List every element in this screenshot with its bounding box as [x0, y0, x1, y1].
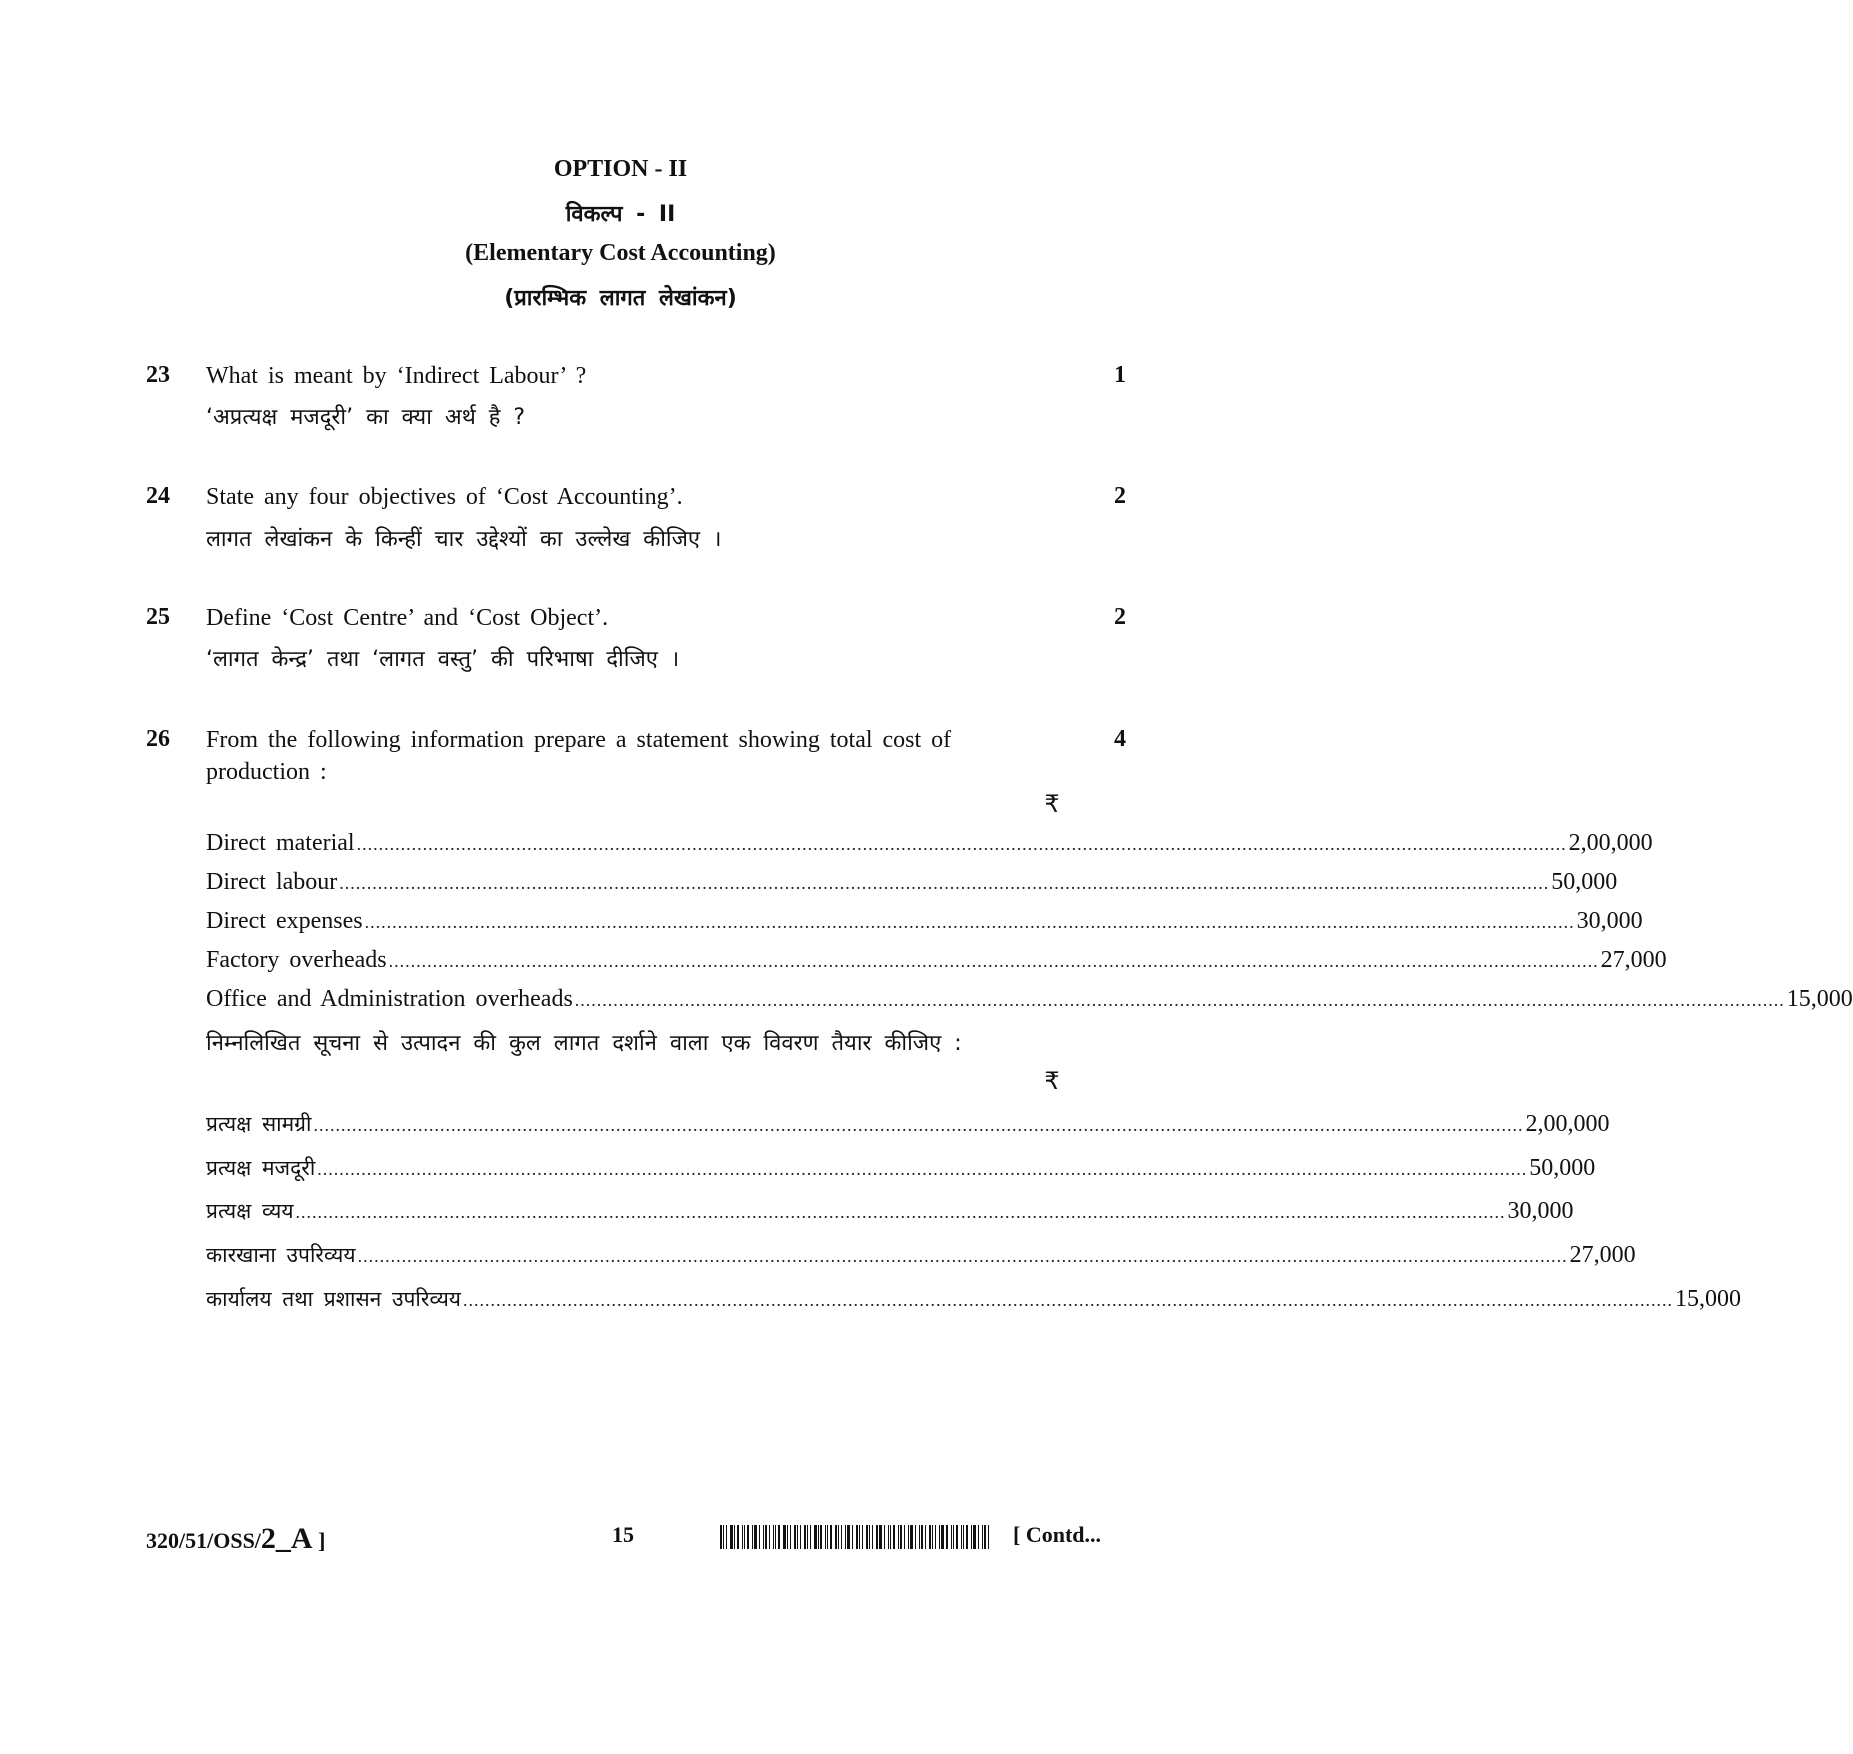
- barcode-bar: [845, 1525, 846, 1549]
- barcode-bar: [876, 1525, 878, 1549]
- continued-label: [ Contd...: [1013, 1522, 1102, 1547]
- option-heading: OPTION - II: [553, 156, 688, 182]
- leader-dots: ............................................................................................................................................................................................................................: [364, 912, 1575, 932]
- cost-item-row: [206, 986, 1853, 1013]
- cost-item-row: [206, 947, 1667, 974]
- barcode-bar: [797, 1525, 798, 1549]
- paper-code-suffix: ]: [312, 1528, 326, 1553]
- barcode-bar: [763, 1525, 764, 1549]
- cost-item-label: प्रत्यक्ष व्यय: [206, 1199, 294, 1223]
- barcode-bar: [925, 1525, 926, 1549]
- barcode-bar: [898, 1525, 899, 1549]
- barcode-bar: [935, 1525, 936, 1549]
- barcode-bar: [742, 1525, 743, 1549]
- barcode-bar: [961, 1525, 962, 1549]
- leader-dots: ............................................................................................................................................................................................................................: [313, 1115, 1524, 1135]
- barcode-bar: [862, 1525, 863, 1549]
- cost-item-amount: 2,00,000: [1568, 830, 1653, 856]
- paper-code-set: 2_A: [260, 1522, 313, 1555]
- barcode-bar: [807, 1525, 808, 1549]
- question-text-hindi: ‘लागत केन्द्र’ तथा ‘लागत वस्तु’ की परिभाषा दीजिए ।: [206, 647, 680, 672]
- barcode-bar: [787, 1525, 788, 1549]
- barcode-bar: [941, 1525, 944, 1549]
- barcode-bar: [910, 1525, 913, 1549]
- cost-item-amount: 27,000: [1600, 947, 1667, 973]
- barcode-bar: [794, 1525, 796, 1549]
- barcode-bar: [859, 1525, 860, 1549]
- subject-heading: (Elementary Cost Accounting): [465, 240, 776, 266]
- barcode-bar: [988, 1525, 989, 1549]
- cost-item-label: Direct material: [206, 830, 355, 856]
- cost-item-label: प्रत्यक्ष सामग्री: [206, 1112, 312, 1136]
- page-number: 15: [612, 1522, 634, 1547]
- barcode-bar: [971, 1525, 972, 1549]
- barcode-bar: [737, 1525, 739, 1549]
- cost-item-amount: 2,00,000: [1525, 1111, 1610, 1137]
- question-text-hindi: ‘अप्रत्यक्ष मजदूरी’ का क्या अर्थ है ?: [206, 405, 526, 430]
- barcode-bar: [893, 1525, 895, 1549]
- cost-item-row-hindi: [206, 1197, 1574, 1225]
- barcode-bar: [752, 1525, 753, 1549]
- barcode-bar: [759, 1525, 760, 1549]
- barcode-bar: [946, 1525, 948, 1549]
- cost-item-row-hindi: [206, 1154, 1596, 1182]
- barcode-bar: [769, 1525, 770, 1549]
- cost-item-amount: 50,000: [1529, 1155, 1596, 1181]
- cost-item-amount: 30,000: [1576, 908, 1643, 934]
- barcode-bar: [814, 1525, 817, 1549]
- cost-item-amount: 27,000: [1569, 1242, 1636, 1268]
- cost-item-row-hindi: [206, 1110, 1610, 1138]
- barcode-bar: [856, 1525, 858, 1549]
- barcode-bar: [963, 1525, 964, 1549]
- barcode-bar: [835, 1525, 837, 1549]
- barcode-bar: [820, 1525, 822, 1549]
- barcode-bar: [951, 1525, 952, 1549]
- leader-dots: ............................................................................................................................................................................................................................: [295, 1202, 1506, 1222]
- barcode-bar: [810, 1525, 811, 1549]
- barcode-bar: [747, 1525, 749, 1549]
- currency-symbol: ₹: [1044, 790, 1060, 818]
- question-marks: 4: [1114, 726, 1126, 752]
- question-text-hindi: लागत लेखांकन के किन्हीं चार उद्देश्यों का उल्लेख कीजिए ।: [206, 527, 722, 552]
- cost-item-label: प्रत्यक्ष मजदूरी: [206, 1156, 316, 1180]
- barcode-bar: [734, 1525, 735, 1549]
- currency-symbol: ₹: [1044, 1067, 1060, 1095]
- barcode-bar: [804, 1525, 806, 1549]
- cost-item-row-hindi: [206, 1241, 1636, 1269]
- barcode-bar: [888, 1525, 889, 1549]
- barcode-bar: [884, 1525, 885, 1549]
- cost-item-amount: 50,000: [1551, 869, 1618, 895]
- barcode-bar: [900, 1525, 902, 1549]
- leader-dots: ............................................................................................................................................................................................................................: [356, 834, 1567, 854]
- cost-item-row: [206, 830, 1653, 857]
- barcode-bar: [890, 1525, 891, 1549]
- barcode-bar: [726, 1525, 727, 1549]
- barcode-bar: [973, 1525, 976, 1549]
- cost-item-amount: 15,000: [1674, 1286, 1741, 1312]
- barcode-bar: [852, 1525, 853, 1549]
- paper-code-prefix: 320/51/OSS/: [146, 1528, 261, 1553]
- question-number: 23: [146, 362, 170, 388]
- barcode-bar: [921, 1525, 923, 1549]
- question-text: Define ‘Cost Centre’ and ‘Cost Object’.: [206, 605, 609, 631]
- leader-dots: ............................................................................................................................................................................................................................: [317, 1159, 1528, 1179]
- leader-dots: ............................................................................................................................................................................................................................: [339, 873, 1550, 893]
- cost-item-label: Direct expenses: [206, 908, 363, 934]
- barcode-bar: [825, 1525, 826, 1549]
- barcode-bar: [872, 1525, 873, 1549]
- barcode-bar: [939, 1525, 940, 1549]
- barcode-bar: [838, 1525, 839, 1549]
- barcode-bar: [915, 1525, 916, 1549]
- barcode-bar: [932, 1525, 933, 1549]
- barcode-bar: [866, 1525, 868, 1549]
- barcode-bar: [982, 1525, 983, 1549]
- cost-item-row: [206, 908, 1643, 935]
- question-text: From the following information prepare a statement showing total cost of production :: [206, 727, 952, 785]
- cost-item-label: कार्यालय तथा प्रशासन उपरिव्यय: [206, 1287, 461, 1311]
- barcode-bar: [966, 1525, 968, 1549]
- barcode-bar: [778, 1525, 780, 1549]
- paper-code: [146, 1522, 325, 1556]
- barcode-bar: [723, 1525, 724, 1549]
- barcode-bar: [783, 1525, 786, 1549]
- cost-item-row: [206, 869, 1618, 896]
- question-text: What is meant by ‘Indirect Labour’ ?: [206, 363, 587, 389]
- barcode-bar: [818, 1525, 819, 1549]
- barcode-bar: [830, 1525, 832, 1549]
- barcode-bar: [827, 1525, 828, 1549]
- option-heading-hindi: विकल्प - II: [565, 202, 676, 227]
- barcode-bar: [908, 1525, 909, 1549]
- barcode-bar: [800, 1525, 801, 1549]
- barcode-bar: [841, 1525, 842, 1549]
- question-number: 26: [146, 726, 170, 752]
- barcode-icon: [720, 1525, 992, 1549]
- cost-item-label: Factory overheads: [206, 947, 387, 973]
- barcode-bar: [754, 1525, 757, 1549]
- cost-item-amount: 30,000: [1507, 1198, 1574, 1224]
- barcode-bar: [775, 1525, 776, 1549]
- question-number: 24: [146, 483, 170, 509]
- barcode-bar: [953, 1525, 954, 1549]
- barcode-bar: [984, 1525, 986, 1549]
- barcode-bar: [765, 1525, 767, 1549]
- leader-dots: ............................................................................................................................................................................................................................: [574, 990, 1785, 1010]
- question-marks: 1: [1114, 362, 1126, 388]
- question-marks: 2: [1114, 604, 1126, 630]
- barcode-bar: [730, 1525, 733, 1549]
- barcode-bar: [879, 1525, 882, 1549]
- leader-dots: ............................................................................................................................................................................................................................: [462, 1290, 1673, 1310]
- barcode-bar: [869, 1525, 870, 1549]
- leader-dots: ............................................................................................................................................................................................................................: [388, 951, 1599, 971]
- cost-item-label: कारखाना उपरिव्यय: [206, 1243, 356, 1267]
- barcode-bar: [744, 1525, 745, 1549]
- barcode-bar: [904, 1525, 905, 1549]
- barcode-bar: [720, 1525, 722, 1549]
- question-marks: 2: [1114, 483, 1126, 509]
- leader-dots: ............................................................................................................................................................................................................................: [357, 1246, 1568, 1266]
- subject-heading-hindi: (प्रारम्भिक लागत लेखांकन): [504, 286, 737, 311]
- barcode-bar: [790, 1525, 791, 1549]
- barcode-bar: [956, 1525, 958, 1549]
- cost-item-label: Office and Administration overheads: [206, 986, 573, 1012]
- barcode-bar: [978, 1525, 979, 1549]
- cost-item-amount: 15,000: [1786, 986, 1853, 1012]
- question-text-hindi: निम्नलिखित सूचना से उत्पादन की कुल लागत दर्शाने वाला एक विवरण तैयार कीजिए :: [206, 1031, 962, 1056]
- barcode-bar: [919, 1525, 920, 1549]
- cost-item-label: Direct labour: [206, 869, 338, 895]
- barcode-bar: [847, 1525, 850, 1549]
- question-text: State any four objectives of ‘Cost Accounting’.: [206, 484, 683, 510]
- barcode-bar: [773, 1525, 774, 1549]
- barcode-bar: [929, 1525, 931, 1549]
- cost-item-row-hindi: [206, 1285, 1741, 1313]
- question-number: 25: [146, 604, 170, 630]
